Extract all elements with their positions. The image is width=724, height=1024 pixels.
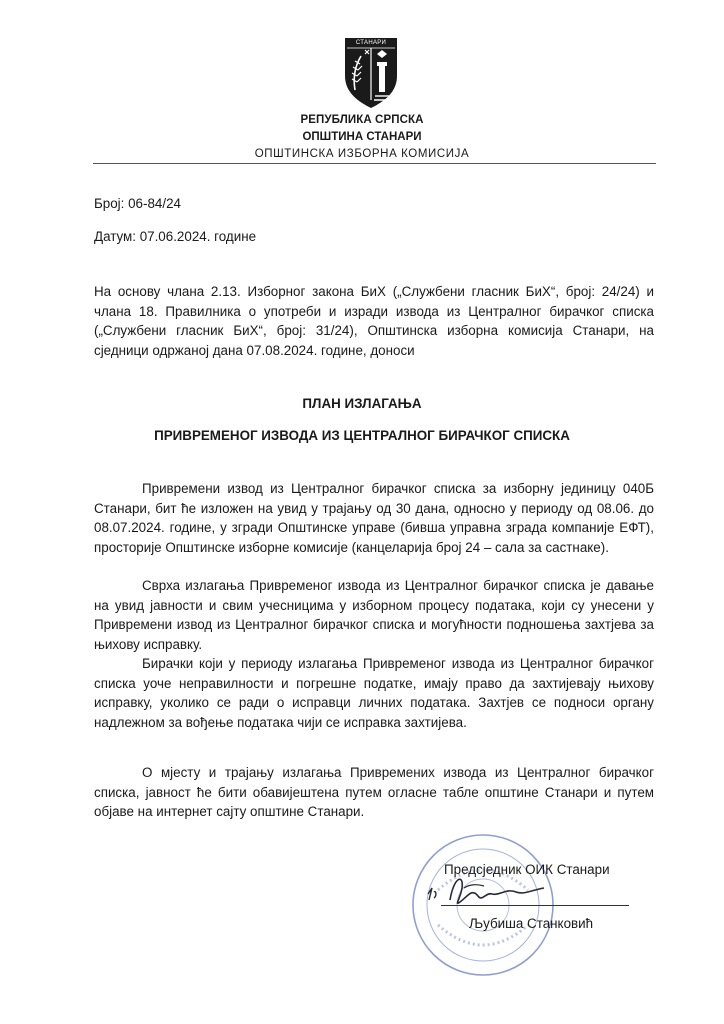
intro-paragraph: На основу члана 2.13. Изборног закона БиХ („Службени гласник БиХ“, број: 24/24) и члана 18. Правилника о употреби и изради извода из Централног бирачког списка („Службени гласник БиХ“, број: 31/24), Општинска изборна комисија Станари, на сједници одржаној дана 07.08.2024. године, доноси — [94, 284, 654, 358]
body-paragraph-3: Бирачки који у периоду излагања Привременог извода из Централног бирачког списка уоче неправилности и погрешне податке, имају право да захтијевају њихову исправку, уколико се ради о исправци личних података. Захтјев се подноси органу надлежном за вођење података чији се исправка захтијева. — [94, 656, 654, 730]
coat-of-arms-icon — [341, 38, 401, 108]
letterhead-republic: РЕПУБЛИКА СРПСКА — [300, 114, 424, 126]
coat-of-arms-label: СТАНАРИ — [355, 40, 387, 46]
handwritten-signature-icon — [420, 866, 550, 916]
municipality-coat-of-arms — [341, 38, 401, 108]
signatory-role: Предсједник ОИК Станари — [444, 862, 610, 877]
body-paragraph-1: Привремени извод из Централног бирачког списка за изборну јединицу 040Б Станари, бит ће изложен на увид у трајању од 30 дана, односно у периоду од 08.06. до 08.07.2024. године, у згради Општинске управе (бивша управна зграда компаније ЕФТ), просторије Општинске изборне комисије (канцеларија број 24 – сала за састнаке). — [94, 481, 654, 555]
document-date: Датум: 07.06.2024. године — [94, 229, 257, 244]
document-subtitle: ПРИВРЕМЕНОГ ИЗВОДА ИЗ ЦЕНТРАЛНОГ БИРАЧКОГ СПИСКА — [154, 428, 570, 443]
letterhead-divider — [93, 163, 656, 164]
letterhead-municipality: ОПШТИНА СТАНАРИ — [302, 131, 422, 143]
signatory-name: Љубиша Станковић — [469, 916, 594, 931]
body-paragraph-2: Сврха излагања Привременог извода из Централног бирачког списка је давање на увид јавности и свим учесницима у изборном процесу података, који су унесени у Привремени извод из Централног бирачког списка и могућности подношења захтјева за њихову исправку. — [94, 578, 654, 652]
document-number: Број: 06-84/24 — [94, 196, 181, 211]
letterhead-commission: ОПШТИНСКА ИЗБОРНА КОМИСИЈА — [254, 148, 470, 160]
document-title: ПЛАН ИЗЛАГАЊА — [302, 396, 422, 411]
body-paragraph-4: О мјесту и трајању излагања Привремених извода из Централног бирачког списка, јавност ће бити обавијештена путем огласне табле општине Станари и путем објаве на интернет сајту општине Станари. — [94, 765, 654, 819]
